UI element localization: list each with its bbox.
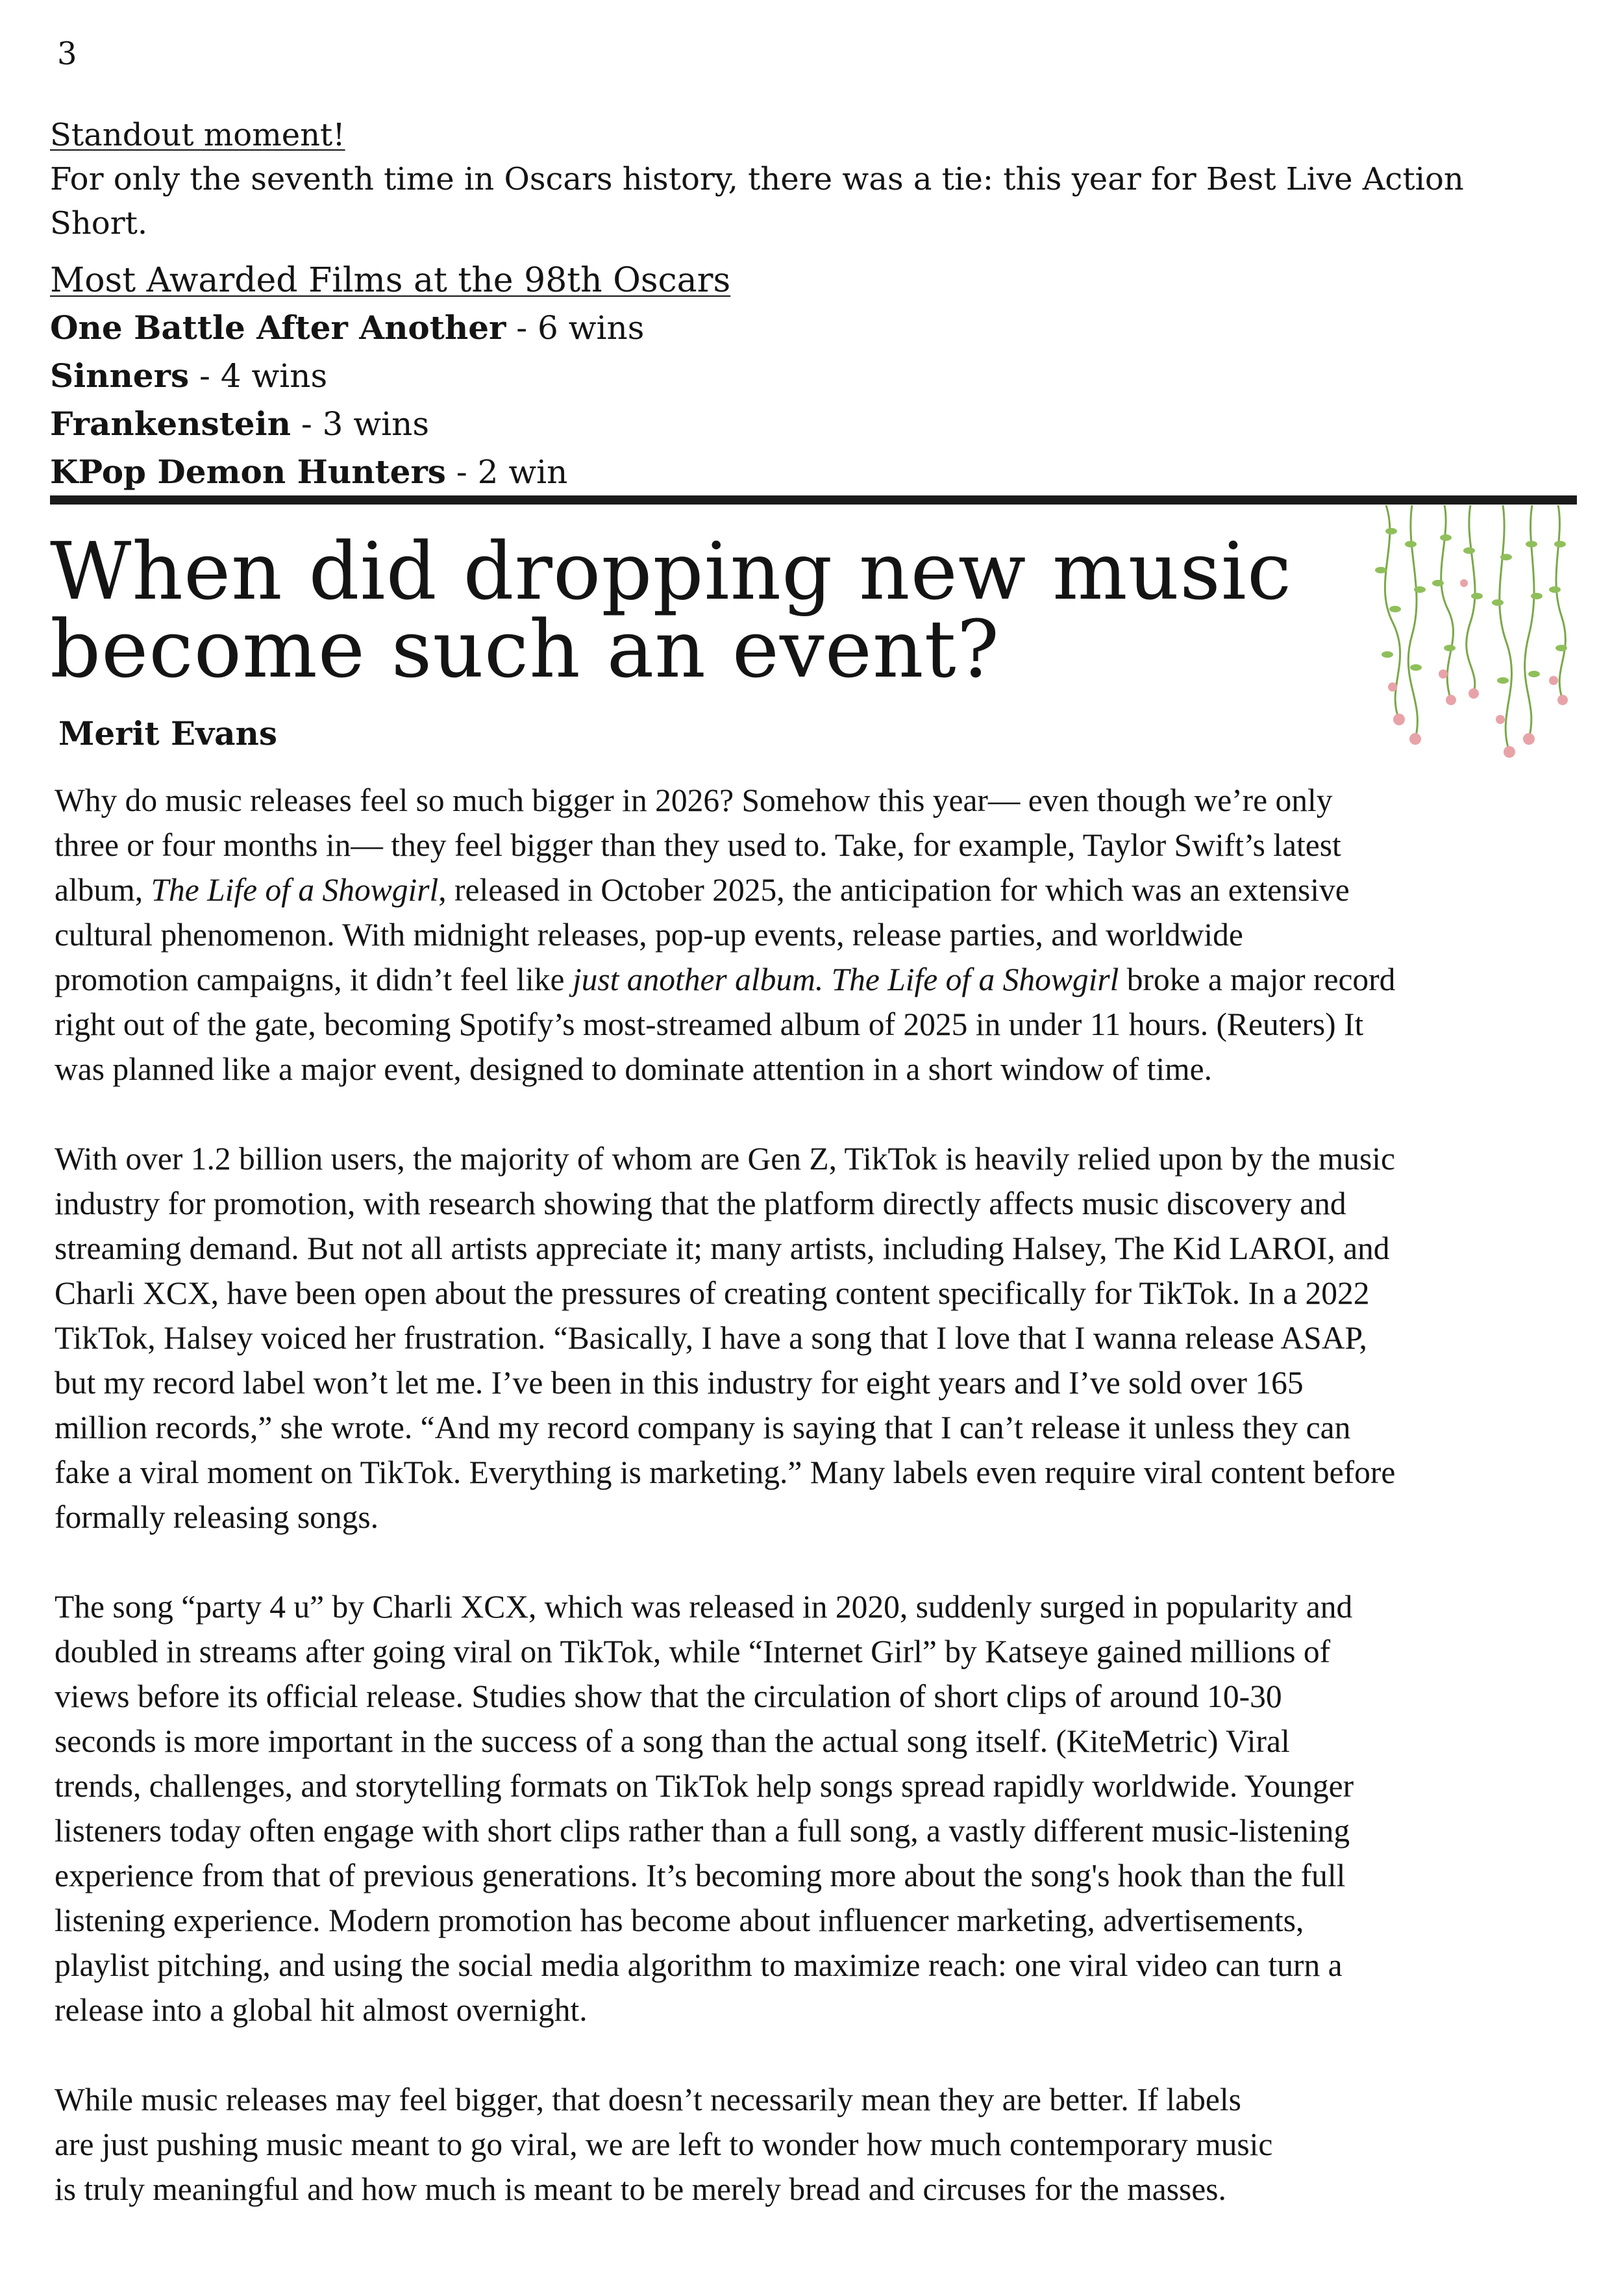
paragraph-line bbox=[55, 867, 1574, 912]
award-film-title: One Battle After Another bbox=[50, 308, 506, 347]
paragraph-line: Charli XCX, have been open about the pressures of creating content specifically for TikTok. In a 2022 bbox=[55, 1275, 1370, 1311]
article-paragraph bbox=[55, 1584, 1574, 2032]
award-film-title: Frankenstein bbox=[50, 405, 291, 443]
article-body bbox=[55, 778, 1574, 2256]
award-item bbox=[50, 352, 1569, 400]
paragraph-line: three or four months in— they feel bigger than they used to. Take, for example, Taylor Swift’s latest bbox=[55, 827, 1341, 863]
section-divider bbox=[50, 495, 1577, 505]
article-paragraph bbox=[55, 2077, 1574, 2212]
awards-heading: Most Awarded Films at the 98th Oscars bbox=[50, 261, 731, 300]
paragraph-line: million records,” she wrote. “And my record company is saying that I can’t release it unless they can bbox=[55, 1410, 1351, 1445]
paragraph-line: doubled in streams after going viral on TikTok, while “Internet Girl” by Katseye gained millions of bbox=[55, 1634, 1331, 1669]
italic-phrase: just another album. The Life of a Showgirl bbox=[572, 962, 1119, 997]
paragraph-line: streaming demand. But not all artists appreciate it; many artists, including Halsey, The Kid LAROI, and bbox=[55, 1230, 1390, 1266]
text-run: broke a major record bbox=[1119, 962, 1396, 997]
paragraph-line: experience from that of previous generations. It’s becoming more about the song's hook than the full bbox=[55, 1858, 1346, 1893]
paragraph-line: The song “party 4 u” by Charli XCX, which was released in 2020, suddenly surged in popularity and bbox=[55, 1589, 1353, 1625]
paragraph-line: With over 1.2 billion users, the majority of whom are Gen Z, TikTok is heavily relied upon by the music bbox=[55, 1141, 1395, 1177]
paragraph-line: formally releasing songs. bbox=[55, 1499, 379, 1535]
author-byline: Merit Evans bbox=[58, 714, 278, 753]
award-item bbox=[50, 400, 1569, 448]
paragraph-line: but my record label won’t let me. I’ve been in this industry for eight years and I’ve sold over 165 bbox=[55, 1365, 1304, 1401]
paragraph-line: release into a global hit almost overnight. bbox=[55, 1992, 588, 2028]
article-headline bbox=[50, 525, 1316, 695]
paragraph-line bbox=[55, 957, 1574, 1002]
paragraph-line: fake a viral moment on TikTok. Everything is marketing.” Many labels even require viral content before bbox=[55, 1454, 1396, 1490]
paragraph-line: views before its official release. Studies show that the circulation of short clips of around 10-30 bbox=[55, 1678, 1282, 1714]
text-run: , released in October 2025, the anticipation for which was an extensive bbox=[438, 872, 1350, 908]
award-wins: - 6 wins bbox=[506, 309, 645, 347]
paragraph-line: listeners today often engage with short clips rather than a full song, a vastly different music-listening bbox=[55, 1813, 1350, 1849]
headline-line-1: When did dropping new music bbox=[50, 525, 1293, 618]
page-number: 3 bbox=[57, 36, 77, 72]
award-film-title: Sinners bbox=[50, 356, 190, 395]
paragraph-line: is truly meaningful and how much is meant to be merely bread and circuses for the masses. bbox=[55, 2171, 1226, 2207]
paragraph-line: TikTok, Halsey voiced her frustration. “Basically, I have a song that I love that I wanna release ASAP, bbox=[55, 1320, 1367, 1356]
standout-heading: Standout moment! bbox=[50, 117, 345, 153]
article-paragraph bbox=[55, 778, 1574, 1092]
paragraph-line: playlist pitching, and using the social media algorithm to maximize reach: one viral video can turn a bbox=[55, 1947, 1343, 1983]
standout-text: For only the seventh time in Oscars history, there was a tie: this year for Best Live Action Short. bbox=[50, 161, 1464, 242]
paragraph-line: seconds is more important in the success of a song than the actual song itself. (KiteMetric) Viral bbox=[55, 1723, 1290, 1759]
award-film-title: KPop Demon Hunters bbox=[50, 453, 446, 491]
paragraph-line: cultural phenomenon. With midnight releases, pop-up events, release parties, and worldwide bbox=[55, 917, 1243, 953]
text-run: promotion campaigns, it didn’t feel like bbox=[55, 962, 573, 997]
award-item bbox=[50, 304, 1569, 352]
paragraph-line: was planned like a major event, designed to dominate attention in a short window of time. bbox=[55, 1051, 1212, 1087]
headline-line-2: become such an event? bbox=[50, 603, 1000, 695]
award-wins: - 3 wins bbox=[290, 405, 429, 443]
award-item bbox=[50, 448, 1569, 496]
oscars-sidebar bbox=[50, 113, 1569, 496]
article-paragraph bbox=[55, 1136, 1574, 1540]
paragraph-line: trends, challenges, and storytelling formats on TikTok help songs spread rapidly worldwide. Younger bbox=[55, 1768, 1354, 1804]
paragraph-line: are just pushing music meant to go viral, we are left to wonder how much contemporary music bbox=[55, 2127, 1273, 2162]
paragraph-line: right out of the gate, becoming Spotify’s most-streamed album of 2025 in under 11 hours. (Reuters) It bbox=[55, 1006, 1364, 1042]
paragraph-line: listening experience. Modern promotion has become about influencer marketing, advertisements, bbox=[55, 1903, 1304, 1938]
award-wins: - 2 win bbox=[445, 453, 568, 491]
paragraph-line: Why do music releases feel so much bigger in 2026? Somehow this year— even though we’re only bbox=[55, 782, 1333, 818]
paragraph-line: industry for promotion, with research showing that the platform directly affects music discovery and bbox=[55, 1186, 1346, 1221]
text-run: album, bbox=[55, 872, 151, 908]
paragraph-line: While music releases may feel bigger, that doesn’t necessarily mean they are better. If labels bbox=[55, 2082, 1241, 2117]
album-title: The Life of a Showgirl bbox=[151, 872, 439, 908]
award-wins: - 4 wins bbox=[189, 357, 328, 395]
hanging-vines-flowers-icon bbox=[1373, 505, 1574, 765]
